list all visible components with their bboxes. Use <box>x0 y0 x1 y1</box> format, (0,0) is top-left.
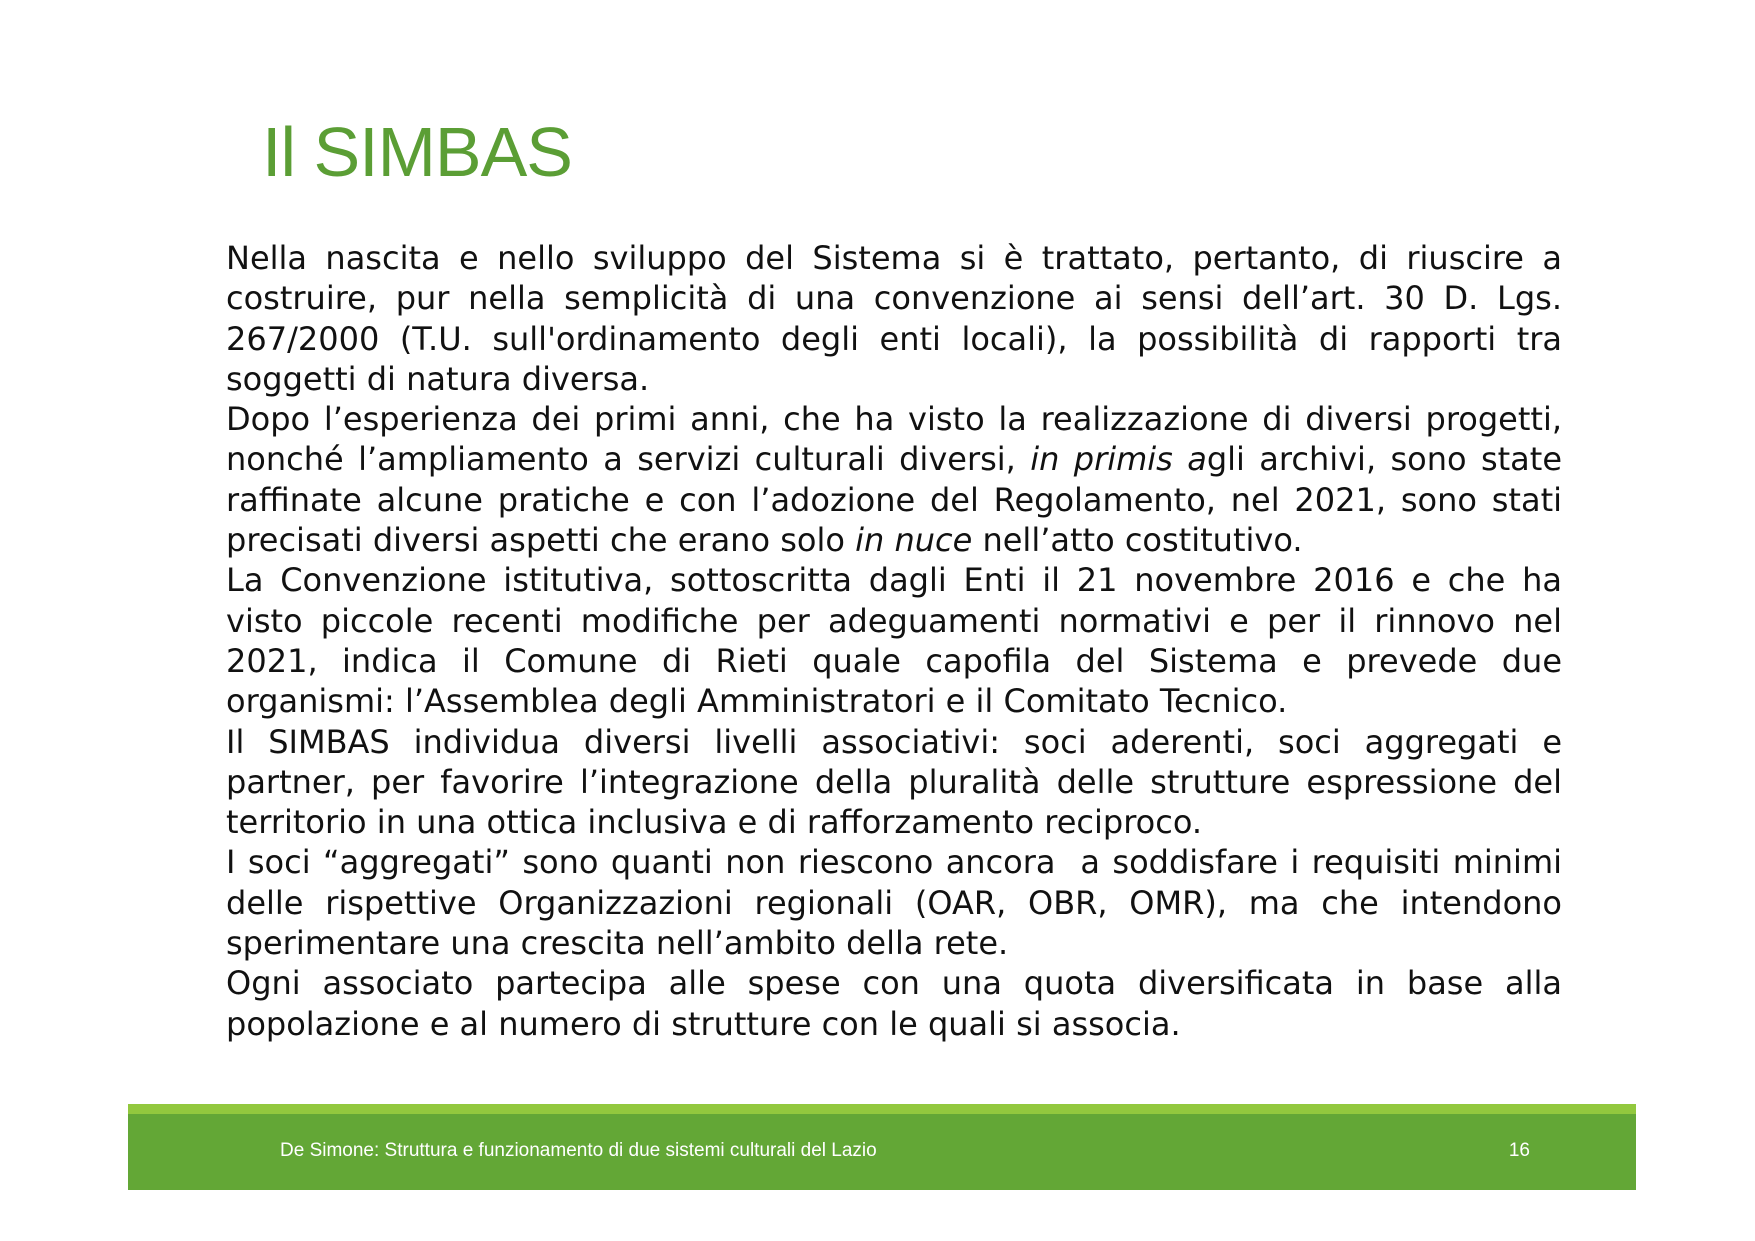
paragraph-2-italic-b: in nuce <box>855 521 973 560</box>
page-number: 16 <box>1508 1140 1530 1161</box>
paragraph-2 <box>226 399 1562 560</box>
footer-bar <box>128 1114 1636 1190</box>
paragraph-1: Nella nascita e nello sviluppo del Sistema si è trattato, pertanto, di riuscire a costruire, pur nella semplicità di una convenzione ai sensi dell’art. 30 D. Lgs. 267/2000 (T.U. sull'ordinamento degli enti locali), la possibilità di rapporti tra soggetti di natura diversa. <box>226 239 1562 398</box>
paragraph-2-text-a: Dopo l’esperienza dei primi anni, che ha visto la realizzazione di diversi progetti, nonché l’ampliamento a servizi culturali diversi, <box>226 400 1562 479</box>
slide-title: Il SIMBAS <box>262 113 572 191</box>
paragraph-2-text-c: nell’atto costitutivo. <box>972 521 1303 560</box>
paragraph-6: Ogni associato partecipa alle spese con una quota diversificata in base alla popolazione e al numero di strutture con le quali si associa. <box>226 964 1562 1043</box>
footer-caption: De Simone: Struttura e funzionamento di due sistemi culturali del Lazio <box>280 1140 877 1161</box>
paragraph-2-text-b: gli archivi, sono state raffinate alcune pratiche e con l’adozione del Regolamento, nel 2021, sono stati precisati diversi aspetti che erano solo <box>226 440 1563 560</box>
body-text <box>226 238 1583 1044</box>
paragraph-4: Il SIMBAS individua diversi livelli associativi: soci aderenti, soci aggregati e partner, per favorire l’integrazione della pluralità delle strutture espressione del territorio in una ottica inclusiva e di rafforzamento reciproco. <box>226 722 1562 842</box>
paragraph-3: La Convenzione istitutiva, sottoscritta dagli Enti il 21 novembre 2016 e che ha visto piccole recenti modifiche per adeguamenti normativi e per il rinnovo nel 2021, indica il Comune di Rieti quale capofila del Sistema e prevede due organismi: l’Assemblea degli Amministratori e il Comitato Tecnico. <box>226 561 1562 721</box>
footer-stripe <box>128 1104 1636 1114</box>
paragraph-2-italic-a: in primis a <box>1030 440 1207 479</box>
paragraph-5: I soci “aggregati” sono quanti non riescono ancora a soddisfare i requisiti minimi delle rispettive Organizzazioni regionali (OAR, OBR, OMR), ma che intendono sperimentare una crescita nell’ambito della rete. <box>226 843 1583 963</box>
